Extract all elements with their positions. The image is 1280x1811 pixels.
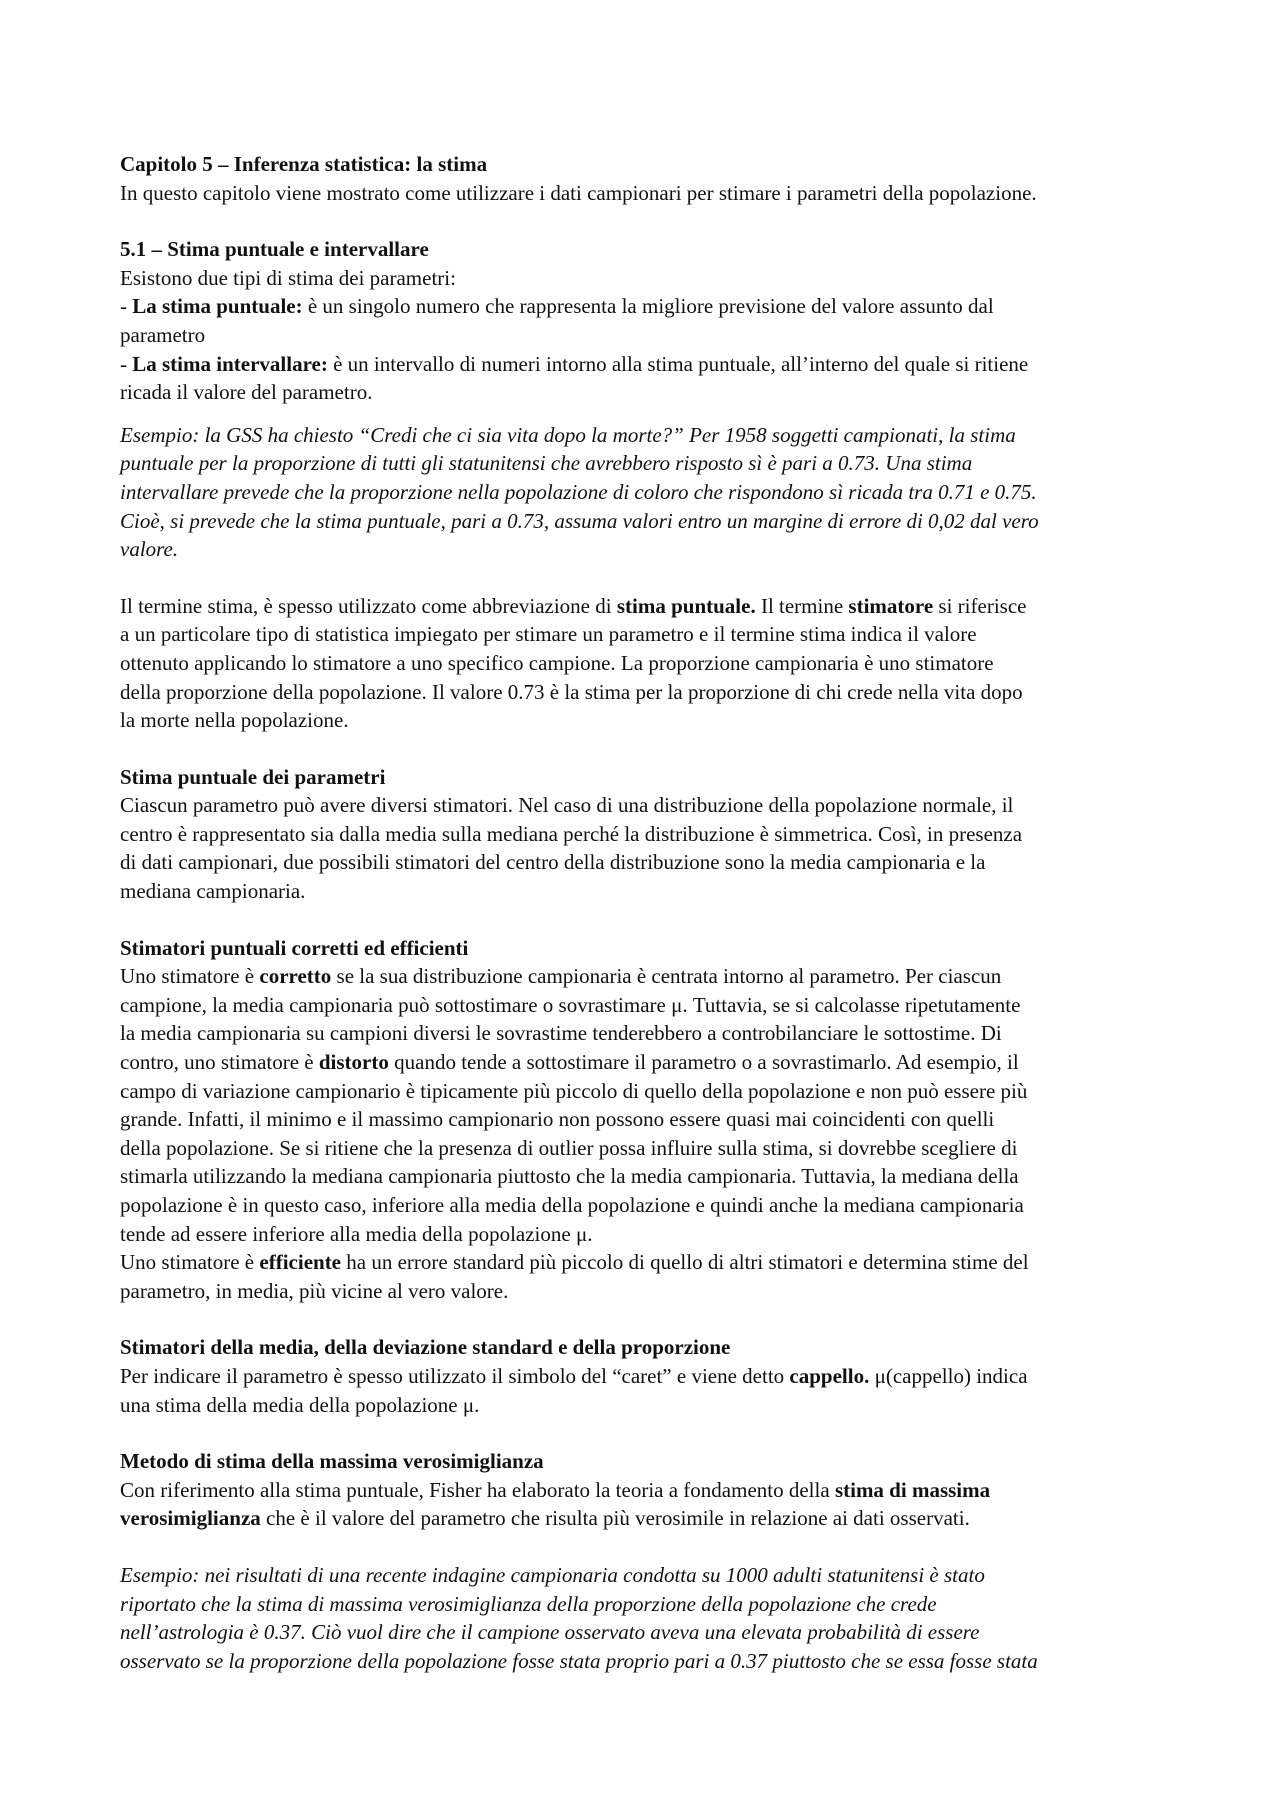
term-stima-puntuale: stima puntuale. [616, 593, 756, 618]
example-line: intervallare prevede che la proporzione nella popolazione di coloro che rispondono sì ricada tra 0.71 e 0.75. [120, 479, 1037, 504]
text-run: si riferisce [933, 593, 1027, 618]
paragraph-line [120, 1504, 1180, 1533]
example-line: valore. [120, 537, 179, 562]
definition-continuation: ricada il valore del parametro. [120, 380, 373, 405]
paragraph-line [120, 1362, 1180, 1391]
text-run: Uno stimatore è [120, 964, 260, 989]
paragraph-line: ottenuto applicando lo stimatore a uno specifico campione. La proporzione campionaria è uno stimatore [120, 650, 994, 675]
paragraph-line: una stima della media della popolazione μ. [120, 1392, 480, 1417]
text-run: μ(cappello) indica [869, 1363, 1028, 1388]
paragraph-line: mediana campionaria. [120, 879, 306, 904]
paragraph-line: campo di variazione campionario è tipicamente più piccolo di quello della popolazione e non può essere più [120, 1078, 1028, 1103]
term-verosimiglianza: verosimiglianza [120, 1506, 261, 1531]
spacer [120, 207, 1180, 235]
text-run: Con riferimento alla stima puntuale, Fisher ha elaborato la teoria a fondamento della [120, 1477, 835, 1502]
example-line: Esempio: nei risultati di una recente indagine campionaria condotta su 1000 adulti statunitensi è stato [120, 1562, 985, 1587]
text-run: ha un errore standard più piccolo di quello di altri stimatori e determina stime del [341, 1250, 1029, 1275]
paragraph-line [120, 1476, 1180, 1505]
paragraph-line: della popolazione. Se si ritiene che la presenza di outlier possa influire sulla stima, si dovrebbe scegliere di [120, 1135, 1018, 1160]
spacer [120, 1419, 1180, 1447]
paragraph-line [120, 962, 1180, 991]
spacer [120, 1305, 1180, 1333]
text-run: Il termine stima, è spesso utilizzato come abbreviazione di [120, 593, 617, 618]
example-line: Cioè, si prevede che la stima puntuale, pari a 0.73, assuma valori entro un margine di errore di 0,02 dal vero [120, 508, 1039, 533]
section-title-stimatori-corretti: Stimatori puntuali corretti ed efficienti [120, 935, 469, 960]
paragraph-line: centro è rappresentato sia dalla media sulla mediana perché la distribuzione è simmetrica. Così, in presenza [120, 821, 1023, 846]
term-stima-puntuale: La stima puntuale: [132, 294, 303, 319]
section-title-stimatori-media: Stimatori della media, della deviazione standard e della proporzione [120, 1335, 731, 1360]
chapter-title: Capitolo 5 – Inferenza statistica: la stima [120, 152, 488, 176]
document-page [120, 150, 1180, 1675]
paragraph-line [120, 592, 1180, 621]
paragraph-line: tende ad essere inferiore alla media della popolazione μ. [120, 1221, 593, 1246]
definition-continuation: parametro [120, 322, 206, 347]
text-run: Il termine [755, 593, 849, 618]
paragraph-line: la media campionaria su campioni diversi le sovrastime tenderebbero a controbilanciare le sottostime. Di [120, 1021, 1002, 1046]
paragraph-line: di dati campionari, due possibili stimatori del centro della distribuzione sono la media campionaria e la [120, 850, 986, 875]
term-stimatore: stimatore [848, 593, 934, 618]
paragraph-line: campione, la media campionaria può sottostimare o sovrastimare μ. Tuttavia, se si calcolasse ripetutamente [120, 992, 1021, 1017]
term-efficiente: efficiente [259, 1250, 342, 1275]
spacer [120, 564, 1180, 592]
paragraph-line: Ciascun parametro può avere diversi stimatori. Nel caso di una distribuzione della popolazione normale, il [120, 793, 1014, 818]
chapter-intro: In questo capitolo viene mostrato come utilizzare i dati campionari per stimare i parametri della popolazione. [120, 180, 1037, 205]
paragraph-line [120, 1048, 1180, 1077]
section-title-massima-verosimiglianza: Metodo di stima della massima verosimiglianza [120, 1449, 544, 1474]
paragraph-line: la morte nella popolazione. [120, 708, 349, 733]
section-5-1-intro: Esistono due tipi di stima dei parametri: [120, 265, 456, 290]
spacer [120, 906, 1180, 934]
spacer [120, 1533, 1180, 1561]
paragraph-line: grande. Infatti, il minimo e il massimo campionario non possono essere quasi mai coincidenti con quelli [120, 1107, 995, 1132]
term-corretto: corretto [259, 964, 332, 989]
text-run: che è il valore del parametro che risulta più verosimile in relazione ai dati osservati. [260, 1506, 970, 1531]
list-item-stima-intervallare [120, 350, 1180, 379]
spacer [120, 407, 1180, 421]
example-line: nell’astrologia è 0.37. Ciò vuol dire che il campione osservato aveva una elevata probabilità di essere [120, 1620, 980, 1645]
term-cappello: cappello. [789, 1363, 870, 1388]
list-dash: - [120, 294, 133, 319]
paragraph-line: della proporzione della popolazione. Il valore 0.73 è la stima per la proporzione di chi crede nella vita dopo [120, 679, 1023, 704]
definition-text: è un intervallo di numeri intorno alla stima puntuale, all’interno del quale si ritiene [327, 351, 1029, 376]
section-5-1-title: 5.1 – Stima puntuale e intervallare [120, 237, 429, 262]
example-line: puntuale per la proporzione di tutti gli statunitensi che avrebbero risposto sì è pari a 0.73. Una stima [120, 451, 973, 476]
term-distorto: distorto [318, 1050, 389, 1075]
list-dash: - [120, 351, 133, 376]
list-item-stima-puntuale [120, 292, 1180, 321]
text-run: Per indicare il parametro è spesso utilizzato il simbolo del “caret” e viene detto [120, 1363, 790, 1388]
paragraph-line: parametro, in media, più vicine al vero valore. [120, 1278, 509, 1303]
definition-text: è un singolo numero che rappresenta la migliore previsione del valore assunto dal [302, 294, 994, 319]
text-run: quando tende a sottostimare il parametro o a sovrastimarlo. Ad esempio, il [388, 1050, 1019, 1075]
term-stima-intervallare: La stima intervallare: [132, 351, 328, 376]
text-run: Uno stimatore è [120, 1250, 260, 1275]
example-line: riportato che la stima di massima verosimiglianza della proporzione della popolazione che crede [120, 1591, 937, 1616]
term-stima-di-massima: stima di massima [834, 1477, 991, 1502]
text-run: contro, uno stimatore è [120, 1050, 319, 1075]
section-title-stima-puntuale: Stima puntuale dei parametri [120, 764, 386, 789]
example-line: Esempio: la GSS ha chiesto “Credi che ci sia vita dopo la morte?” Per 1958 soggetti campionati, la stima [120, 422, 1016, 447]
spacer [120, 735, 1180, 763]
paragraph-line: stimarla utilizzando la mediana campionaria piuttosto che la media campionaria. Tuttavia, la mediana della [120, 1164, 1019, 1189]
paragraph-line: popolazione è in questo caso, inferiore alla media della popolazione e quindi anche la mediana campionaria [120, 1193, 1024, 1217]
paragraph-line [120, 1248, 1180, 1277]
example-line: osservato se la proporzione della popolazione fosse stata proprio pari a 0.37 piuttosto che se essa fosse stata [120, 1648, 1038, 1673]
paragraph-line: a un particolare tipo di statistica impiegato per stimare un parametro e il termine stima indica il valore [120, 622, 977, 647]
text-run: se la sua distribuzione campionaria è centrata intorno al parametro. Per ciascun [331, 964, 1002, 989]
